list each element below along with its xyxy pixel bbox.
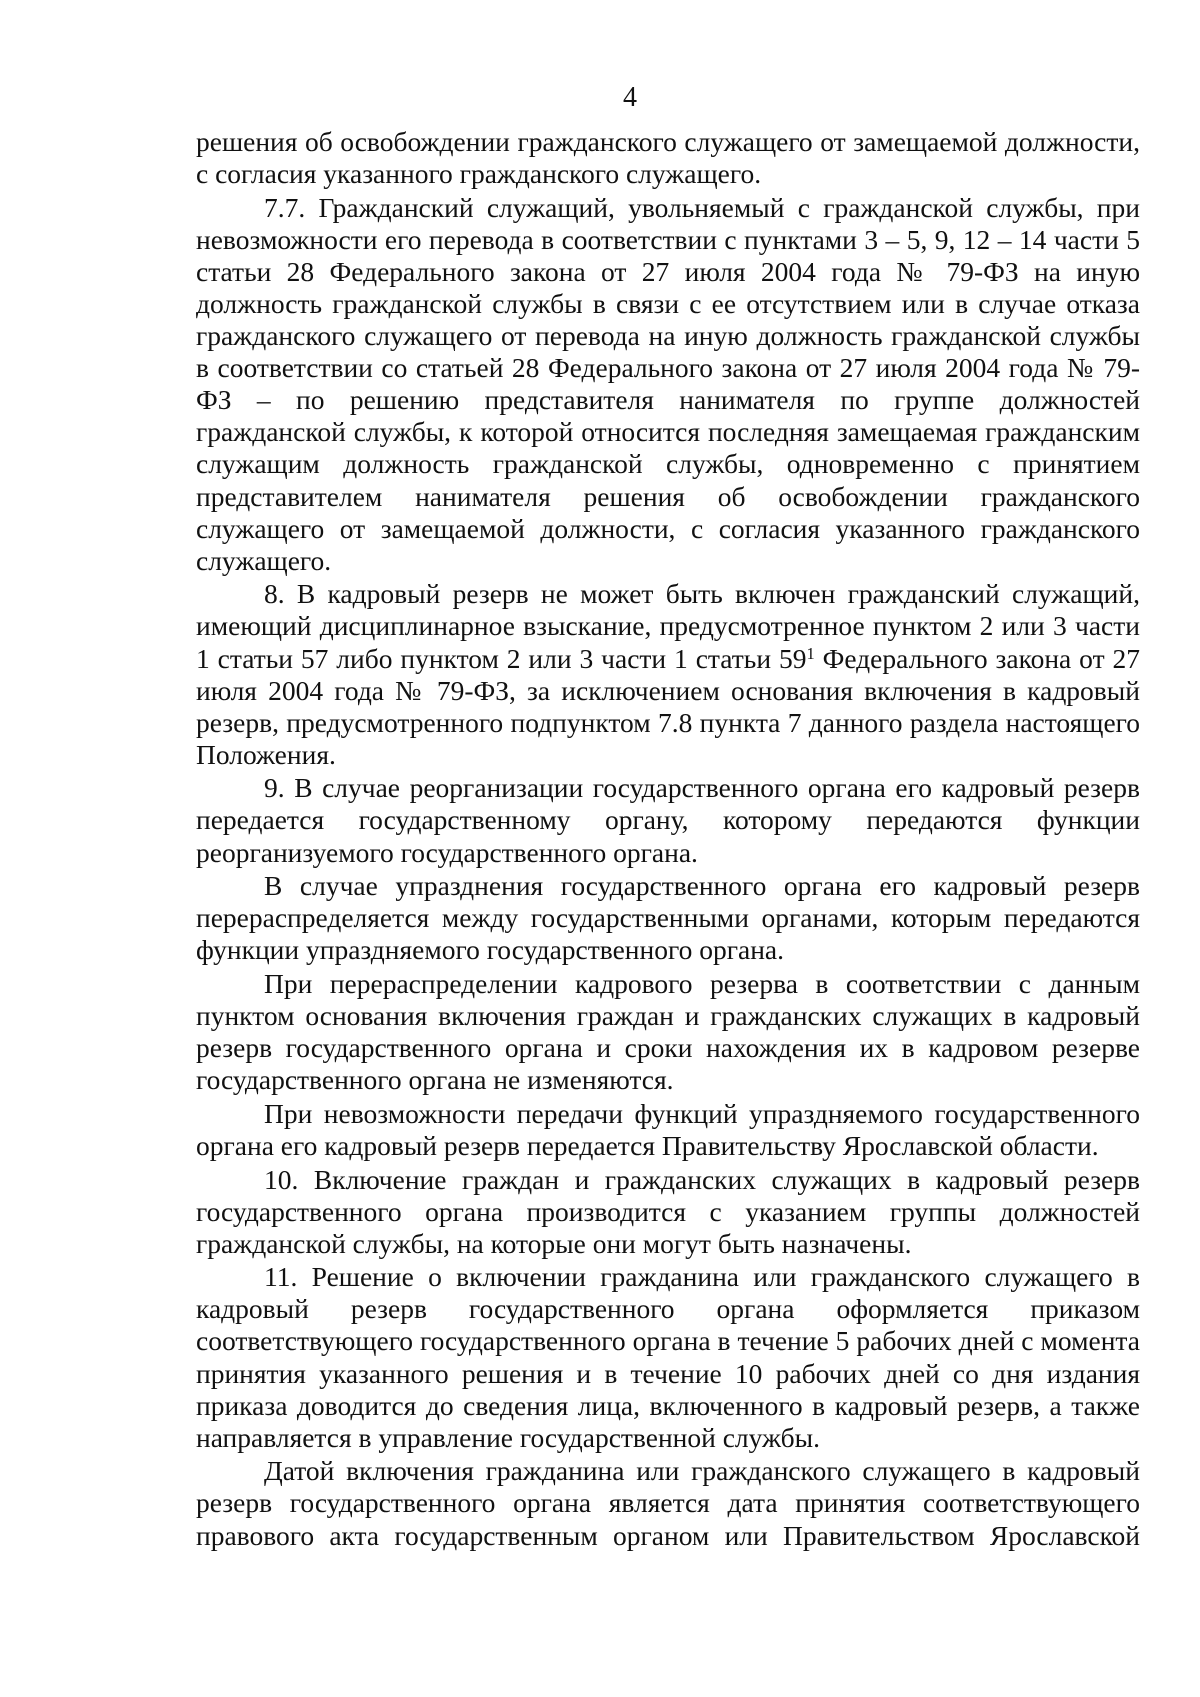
- paragraph-continuation: решения об освобождении гражданского служащего от замещаемой должности, с согласия указанного гражданского служащего.: [196, 126, 1140, 190]
- page-number: 4: [623, 82, 637, 113]
- paragraph-8-text-start: 8. В кадровый резерв не может быть включен гражданский служащий, имеющий дисциплинарное взыскание, предусмотренное пунктом 2 или 3 части 1 статьи 57 либо пунктом 2 или 3 части 1 статьи 59: [196, 578, 1140, 674]
- paragraph-8-text-end: Федерального закона от 27 июля 2004 года № 79-ФЗ, за исключением основания включения в кадровый резерв, предусмотренного подпунктом 7.8 пункта 7 данного раздела настоящего Положения.: [196, 642, 1140, 770]
- paragraph-9: 9. В случае реорганизации государственного органа его кадровый резерв передается государственному органу, которому передаются функции реорганизуемого государственного органа.: [196, 772, 1140, 868]
- paragraph-9-redistribution: При перераспределении кадрового резерва в соответствии с данным пунктом основания включения граждан и гражданских служащих в кадровый резерв государственного органа и сроки нахождения их в кадровом резерве государственного органа не изменяются.: [196, 967, 1140, 1096]
- paragraph-9-impossibility: При невозможности передачи функций упраздняемого государственного органа его кадровый резерв передается Правительству Ярославской области.: [196, 1097, 1140, 1161]
- paragraph-11: 11. Решение о включении гражданина или гражданского служащего в кадровый резерв государственного органа оформляется приказом соответствующего государственного органа в течение 5 рабочих дней с момента принятия указанного решения и в течение 10 рабочих дней со дня издания приказа доводится до сведения лица, включенного в кадровый резерв, а также направляется в управление государственной службы.: [196, 1261, 1140, 1453]
- paragraph-7-7: 7.7. Гражданский служащий, увольняемый с гражданской службы, при невозможности его перевода в соответствии с пунктами 3 – 5, 9, 12 – 14 части 5 статьи 28 Федерального закона от 27 июля 2004 года № 79-ФЗ на иную должность гражданской службы в связи с ее отсутствием или в случае отказа гражданского служащего от перевода на иную должность гражданской службы в соответствии со статьей 28 Федерального закона от 27 июля 2004 года № 79-ФЗ – по решению представителя нанимателя по группе должностей гражданской службы, к которой относится последняя замещаемая гражданским служащим должность гражданской службы, одновременно с принятием представителем нанимателя решения об освобождении гражданского служащего от замещаемой должности, с согласия указанного гражданского служащего.: [196, 191, 1140, 576]
- paragraph-9-abolition: В случае упразднения государственного органа его кадровый резерв перераспределяется между государственными органами, которым передаются функции упраздняемого государственного органа.: [196, 870, 1140, 966]
- paragraph-10: 10. Включение граждан и гражданских служащих в кадровый резерв государственного органа производится с указанием группы должностей гражданской службы, на которые они могут быть назначены.: [196, 1163, 1140, 1259]
- paragraph-11-date: Датой включения гражданина или гражданского служащего в кадровый резерв государственного органа является дата принятия соответствующего правового акта государственным органом или Правительством Ярославской: [196, 1455, 1140, 1551]
- paragraph-8: [196, 578, 1140, 771]
- superscript-marker: 1: [806, 643, 815, 663]
- document-body: [196, 126, 1140, 1553]
